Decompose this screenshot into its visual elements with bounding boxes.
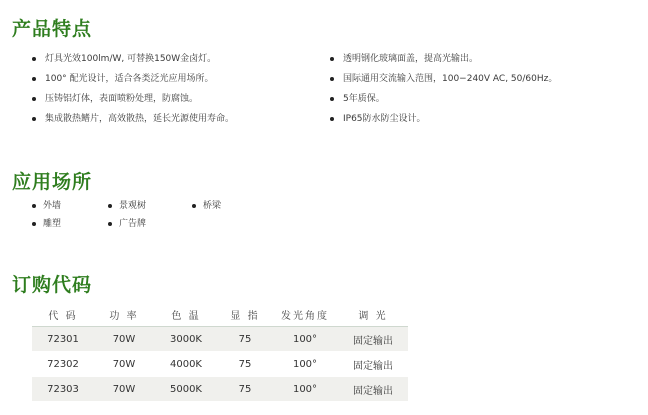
ordering-table: [32, 302, 408, 402]
cell-code: 72301: [32, 327, 94, 352]
cell-beam-angle: 100°: [272, 352, 338, 377]
applications-heading: 应用场所: [12, 171, 93, 193]
cell-code: 72303: [32, 377, 94, 402]
cell-dimming: 固定输出: [338, 352, 408, 377]
ordering-heading: 订购代码: [12, 274, 93, 296]
feature-item: 集成散热鳍片，高效散热，延长光源使用寿命。: [32, 109, 234, 129]
cell-power: 70W: [94, 327, 154, 352]
cell-dimming: 固定输出: [338, 377, 408, 402]
table-header-row: [32, 302, 408, 327]
cell-cct: 5000K: [154, 377, 218, 402]
feature-item: 国际通用交流输入范围，100−240V AC, 50/60Hz。: [330, 69, 557, 89]
cell-cri: 75: [218, 377, 272, 402]
cell-power: 70W: [94, 352, 154, 377]
application-item: 广告牌: [108, 217, 146, 231]
feature-item: 5年质保。: [330, 89, 557, 109]
cell-cri: 75: [218, 352, 272, 377]
cell-power: 70W: [94, 377, 154, 402]
cell-dimming: 固定输出: [338, 327, 408, 352]
cell-cri: 75: [218, 327, 272, 352]
table-row: [32, 327, 408, 352]
application-item: 景观树: [108, 199, 146, 213]
application-item: 外墙: [32, 199, 61, 213]
application-item: 雕塑: [32, 217, 61, 231]
column-header-cct: 色 温: [154, 302, 218, 327]
cell-beam-angle: 100°: [272, 377, 338, 402]
feature-item: 灯具光效100lm/W, 可替换150W金卤灯。: [32, 49, 234, 69]
column-header-dimming: 调 光: [338, 302, 408, 327]
feature-item: 透明钢化玻璃面盖，提高光输出。: [330, 49, 557, 69]
column-header-power: 功 率: [94, 302, 154, 327]
column-header-cri: 显 指: [218, 302, 272, 327]
table-row: [32, 377, 408, 402]
cell-cct: 3000K: [154, 327, 218, 352]
cell-beam-angle: 100°: [272, 327, 338, 352]
feature-item: 压铸铝灯体，表面喷粉处理，防腐蚀。: [32, 89, 234, 109]
features-list-left: [32, 49, 234, 129]
cell-code: 72302: [32, 352, 94, 377]
table-row: [32, 352, 408, 377]
features-list-right: [330, 49, 557, 129]
column-header-code: 代 码: [32, 302, 94, 327]
features-heading: 产品特点: [12, 18, 93, 40]
feature-item: IP65防水防尘设计。: [330, 109, 557, 129]
feature-item: 100° 配光设计，适合各类泛光应用场所。: [32, 69, 234, 89]
column-header-beam-angle: 发光角度: [272, 302, 338, 327]
cell-cct: 4000K: [154, 352, 218, 377]
application-item: 桥梁: [192, 199, 221, 213]
